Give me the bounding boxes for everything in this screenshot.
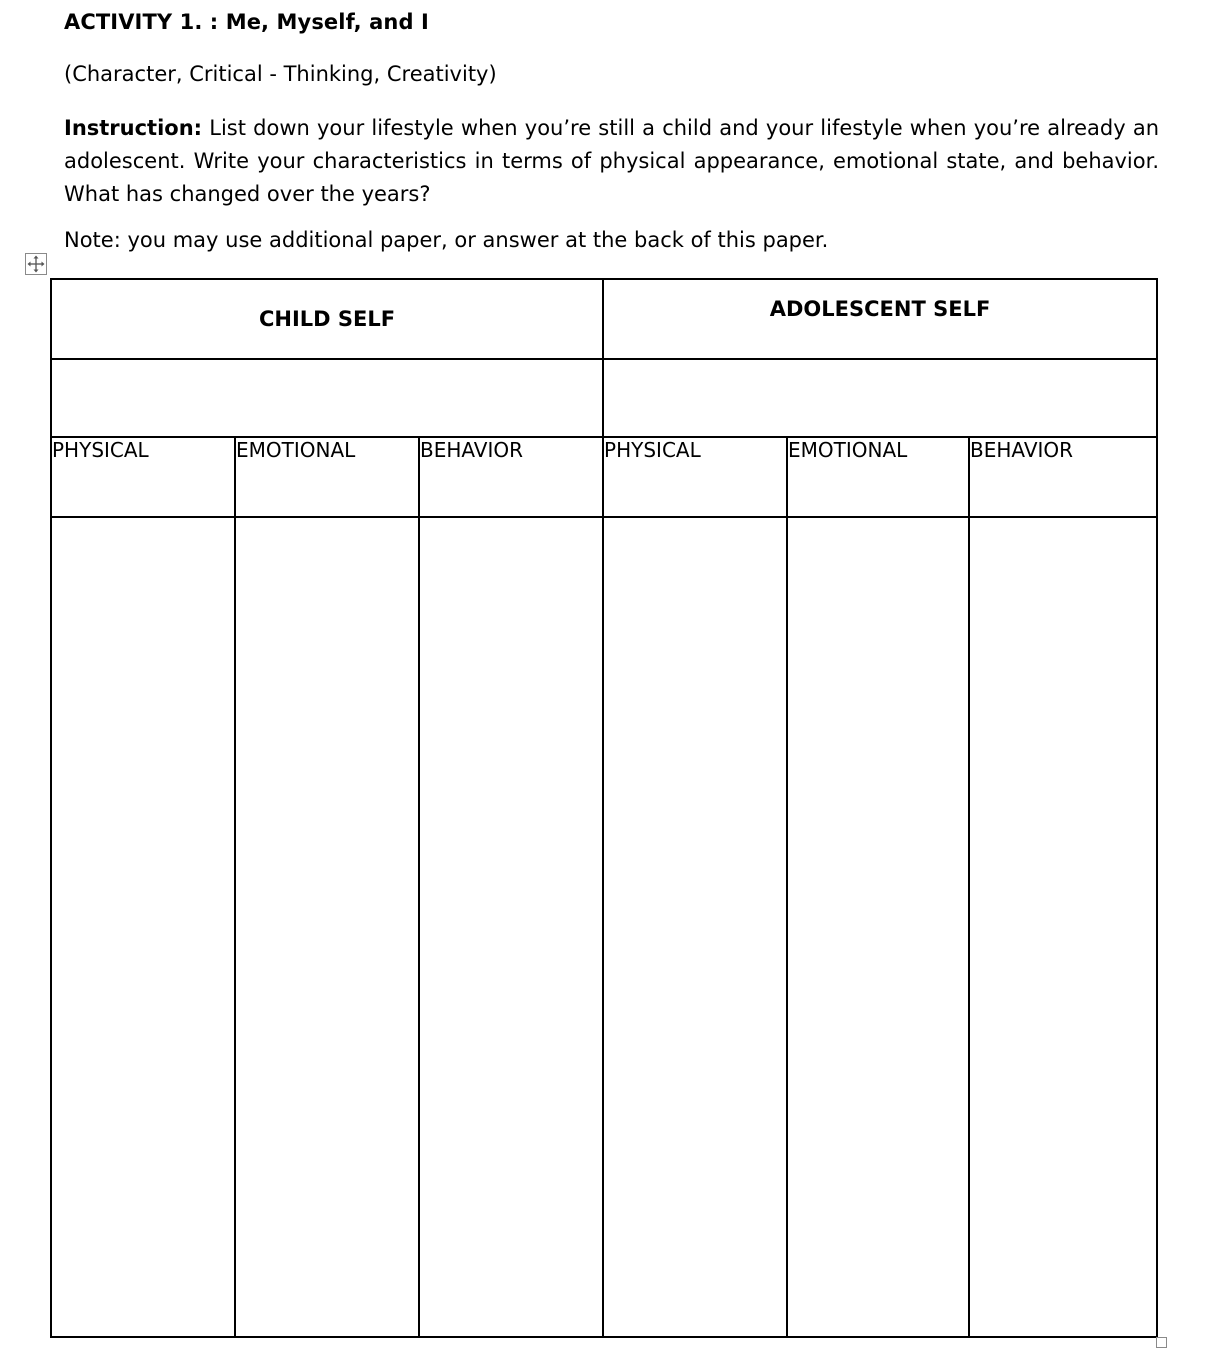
instruction-paragraph (64, 112, 1159, 211)
child-physical-answer-cell[interactable] (51, 517, 235, 1337)
child-emotional-answer-cell[interactable] (235, 517, 419, 1337)
group-header-row (51, 279, 1157, 359)
table-move-icon[interactable] (25, 253, 47, 275)
answer-row (51, 517, 1157, 1337)
child-physical-header: PHYSICAL (51, 437, 235, 517)
adolescent-physical-header: PHYSICAL (603, 437, 787, 517)
adolescent-self-header: ADOLESCENT SELF (603, 279, 1157, 359)
adolescent-emotional-answer-cell[interactable] (787, 517, 969, 1337)
column-header-row (51, 437, 1157, 517)
instruction-text: List down your lifestyle when you’re still a child and your lifestyle when you’re already an adolescent. Write your characteristics in terms of physical appearance, emotional state, and behavior. What has changed over the years? (64, 116, 1159, 206)
note-text: Note: you may use additional paper, or answer at the back of this paper. (64, 228, 829, 252)
blank-row (51, 359, 1157, 437)
adolescent-behavior-answer-cell[interactable] (969, 517, 1157, 1337)
child-behavior-header: BEHAVIOR (419, 437, 603, 517)
child-blank-cell[interactable] (51, 359, 603, 437)
child-behavior-answer-cell[interactable] (419, 517, 603, 1337)
adolescent-physical-answer-cell[interactable] (603, 517, 787, 1337)
table-resize-icon[interactable] (1156, 1337, 1167, 1348)
adolescent-emotional-header: EMOTIONAL (787, 437, 969, 517)
activity-title: ACTIVITY 1. : Me, Myself, and I (64, 10, 429, 34)
adolescent-behavior-header: BEHAVIOR (969, 437, 1157, 517)
instruction-label: Instruction: (64, 116, 203, 140)
adolescent-blank-cell[interactable] (603, 359, 1157, 437)
activity-subtitle: (Character, Critical - Thinking, Creativity) (64, 62, 497, 86)
child-self-header: CHILD SELF (51, 279, 603, 359)
child-emotional-header: EMOTIONAL (235, 437, 419, 517)
worksheet-table (50, 278, 1158, 1338)
